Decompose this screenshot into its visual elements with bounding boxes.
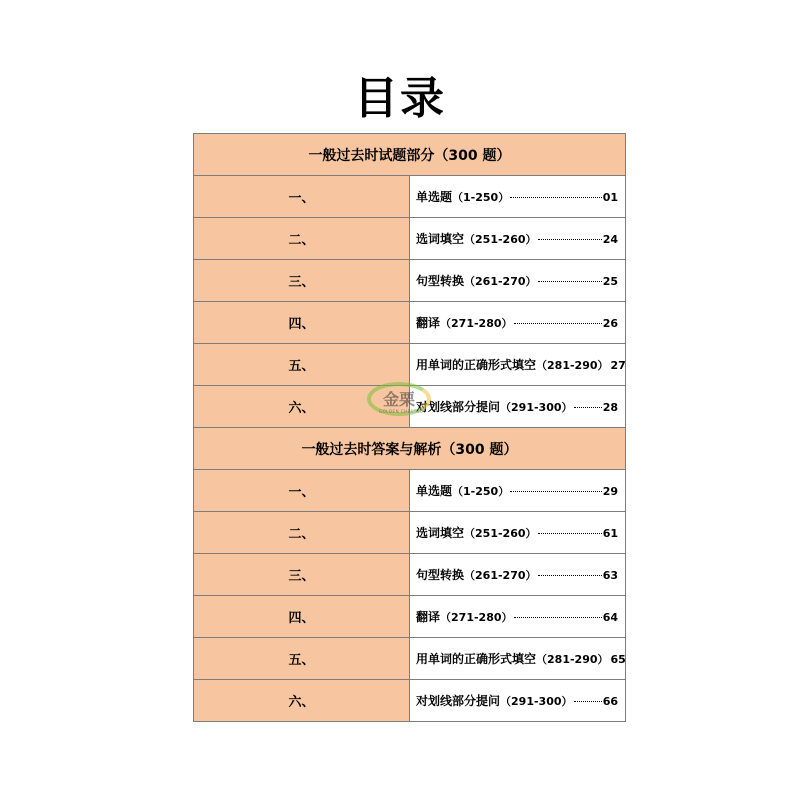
toc-page: 66: [602, 695, 618, 708]
toc-entry[interactable]: [410, 638, 626, 680]
toc-row[interactable]: [194, 680, 626, 722]
toc-label-text: 用单词的正确形式填空: [416, 652, 537, 666]
toc-label: [416, 314, 513, 331]
watermark-text: 金栗: [383, 390, 416, 409]
dot-leader: [514, 323, 602, 324]
toc-row[interactable]: [194, 638, 626, 680]
toc-entry[interactable]: [410, 344, 626, 386]
toc-label-text: 翻译: [416, 610, 441, 624]
toc-entry[interactable]: [410, 176, 626, 218]
toc-page: 65: [610, 653, 626, 666]
toc-page: 25: [602, 275, 618, 288]
toc-range: （1-250）: [452, 191, 510, 204]
toc-number: 一、: [194, 176, 410, 218]
toc-range: （261-270）: [464, 569, 537, 582]
page-title: 目录: [354, 73, 446, 124]
toc-row[interactable]: [194, 512, 626, 554]
toc-number: 六、: [194, 680, 410, 722]
toc-label-text: 用单词的正确形式填空: [416, 358, 537, 372]
toc-range: （281-290）: [536, 653, 609, 666]
toc-range: （291-300）: [500, 401, 573, 414]
dot-leader: [514, 617, 602, 618]
toc-label: [416, 650, 609, 667]
toc-label-text: 对划线部分提问: [416, 400, 501, 414]
toc-label-text: 翻译: [416, 316, 441, 330]
toc-label: [416, 482, 509, 499]
toc-page: 24: [602, 233, 618, 246]
dot-leader: [510, 491, 601, 492]
toc-range: （251-260）: [464, 233, 537, 246]
toc-label: [416, 272, 537, 289]
section-header: 一般过去时试题部分（300 题）: [194, 134, 626, 176]
toc-label-text: 单选题: [416, 190, 453, 204]
section-header: 一般过去时答案与解析（300 题）: [194, 428, 626, 470]
toc-table: [193, 133, 626, 722]
toc-label: [416, 230, 537, 247]
toc-number: 五、: [194, 638, 410, 680]
toc-entry[interactable]: [410, 260, 626, 302]
toc-number: 六、: [194, 386, 410, 428]
toc-label-text: 对划线部分提问: [416, 694, 501, 708]
toc-number: 五、: [194, 344, 410, 386]
dot-leader: [538, 533, 602, 534]
toc-number: 三、: [194, 260, 410, 302]
toc-range: （271-280）: [440, 611, 513, 624]
toc-row[interactable]: [194, 260, 626, 302]
toc-range: （1-250）: [452, 485, 510, 498]
toc-label-text: 选词填空: [416, 526, 465, 540]
toc-entry[interactable]: [410, 218, 626, 260]
toc-row[interactable]: [194, 176, 626, 218]
toc-row[interactable]: [194, 554, 626, 596]
toc-row[interactable]: [194, 596, 626, 638]
dot-leader: [538, 575, 602, 576]
toc-page: 61: [602, 527, 618, 540]
toc-range: （251-260）: [464, 527, 537, 540]
toc-label: [416, 566, 537, 583]
toc-page: 26: [602, 317, 618, 330]
toc-row[interactable]: [194, 470, 626, 512]
toc-page: 01: [602, 191, 618, 204]
toc-entry[interactable]: [410, 512, 626, 554]
toc-entry[interactable]: [410, 470, 626, 512]
toc-number: 三、: [194, 554, 410, 596]
dot-leader: [574, 701, 602, 702]
toc-label: [416, 608, 513, 625]
dot-leader: [538, 281, 602, 282]
watermark-logo: [349, 382, 449, 422]
section-header-row: [194, 428, 626, 470]
toc-entry[interactable]: [410, 680, 626, 722]
toc-entry[interactable]: [410, 554, 626, 596]
toc-page: 64: [602, 611, 618, 624]
toc-label-text: 句型转换: [416, 568, 465, 582]
dot-leader: [538, 239, 602, 240]
toc-range: （271-280）: [440, 317, 513, 330]
toc-number: 四、: [194, 596, 410, 638]
toc-page: 29: [602, 485, 618, 498]
toc-label-text: 单选题: [416, 484, 453, 498]
toc-label: [416, 524, 537, 541]
toc-number: 二、: [194, 512, 410, 554]
dot-leader: [574, 407, 602, 408]
toc-range: （291-300）: [500, 695, 573, 708]
toc-number: 一、: [194, 470, 410, 512]
toc-label: [416, 188, 509, 205]
toc-page: 27: [610, 359, 626, 372]
toc-entry[interactable]: [410, 596, 626, 638]
toc-label-text: 句型转换: [416, 274, 465, 288]
toc-number: 二、: [194, 218, 410, 260]
toc-row[interactable]: [194, 218, 626, 260]
toc-label: [416, 356, 609, 373]
toc-page: 63: [602, 569, 618, 582]
dot-leader: [510, 197, 601, 198]
toc-page: 28: [602, 401, 618, 414]
toc-entry[interactable]: [410, 302, 626, 344]
toc-row[interactable]: [194, 344, 626, 386]
watermark-subtext: GOLDEN CHESTNUT: [379, 409, 427, 414]
section-header-row: [194, 134, 626, 176]
toc-label-text: 选词填空: [416, 232, 465, 246]
toc-range: （281-290）: [536, 359, 609, 372]
toc-number: 四、: [194, 302, 410, 344]
toc-label: [416, 692, 573, 709]
toc-row[interactable]: [194, 302, 626, 344]
toc-range: （261-270）: [464, 275, 537, 288]
